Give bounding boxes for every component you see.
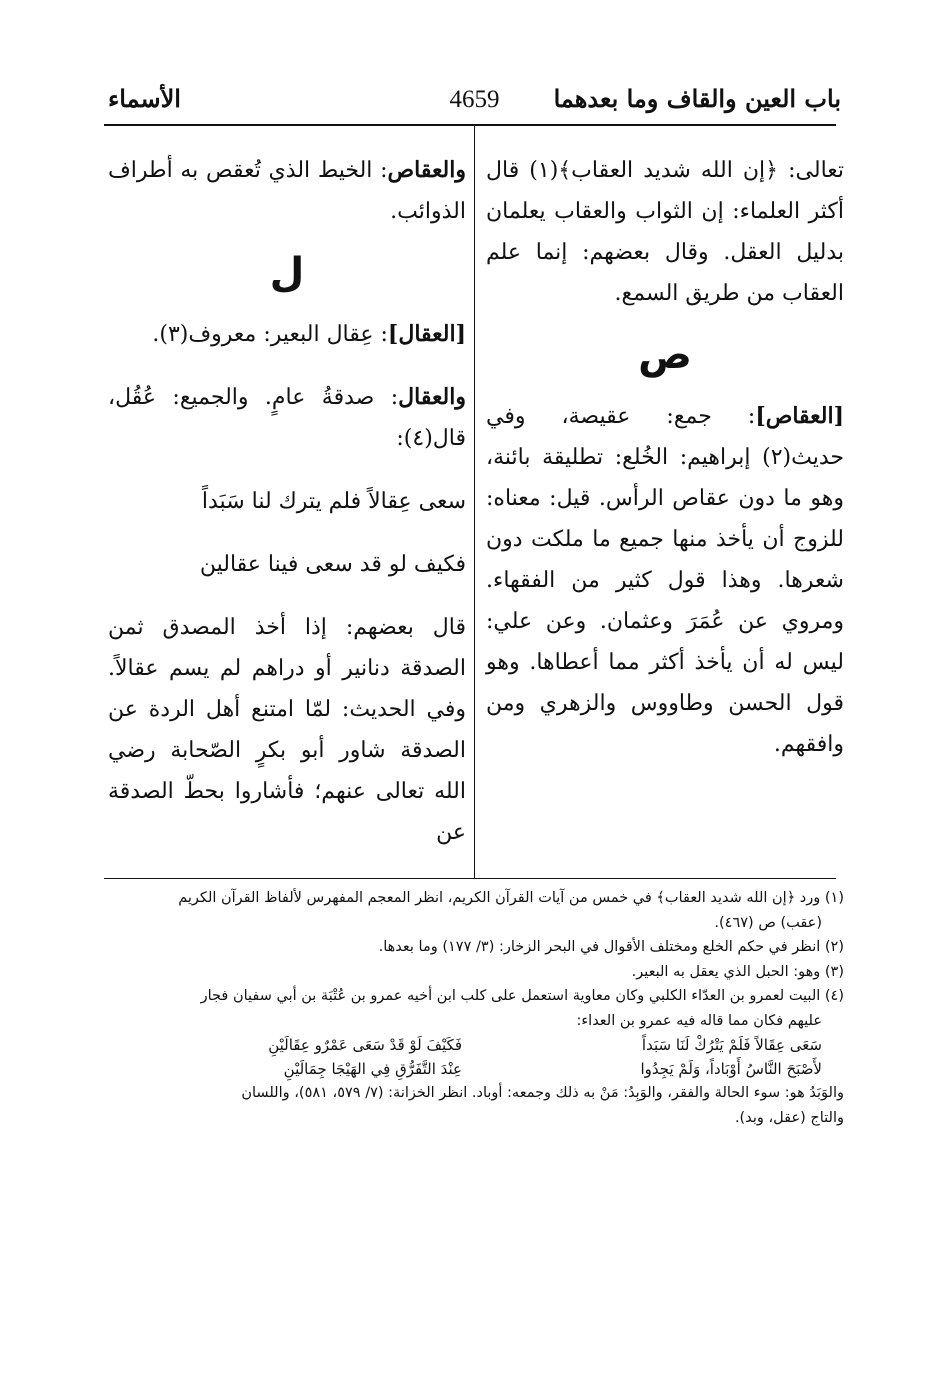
header-rule <box>104 124 836 126</box>
footnotes <box>104 886 844 1130</box>
poem-hemistich: لأَصْبَحَ النَّاسُ أَوْبَاداً، وَلَمْ يَجِدُوا <box>640 1060 822 1078</box>
paragraph <box>108 150 466 232</box>
footnote-rule <box>104 878 836 879</box>
entry-headword: [العقاص] <box>755 403 844 429</box>
footnote: (٤) البيت لعمرو بن العدّاء الكلبي وكان معاوية استعمل على كلب ابن أخيه عمرو بن عُتْبَة بن أبي سفيان فجار <box>200 988 844 1004</box>
column-divider <box>474 126 475 878</box>
footnote: (٢) انظر في حكم الخلع ومختلف الأقوال في البحر الزخار: (٣/ ١٧٧) وما بعدها. <box>378 939 844 955</box>
footnote: (١) ورد ﴿إن الله شديد العقاب﴾ في خمس من آيات القرآن الكريم، انظر المعجم المفهرس لألفاظ القرآن الكريم <box>178 890 844 906</box>
footnote-continuation: والوَبَدُ هو: سوء الحالة والفقر، والوَبِدُ: مَنْ به ذلك وجمعه: أوباد. انظر الخزانة: (٧/ ٥٧٩، ٥٨١)، واللسان <box>241 1085 844 1101</box>
paragraph: تعالى: ﴿إن الله شديد العقاب﴾(١) قال أكثر العلماء: إن الثواب والعقاب يعلمان بدليل العقل. وقال بعضهم: إنما علم العقاب من طريق السمع. <box>486 158 845 306</box>
paragraph <box>486 396 844 765</box>
footnote: (٣) وهو: الحبل الذي يعقل به البعير. <box>631 963 844 980</box>
paragraph <box>108 377 466 459</box>
entry-headword: [العقال] <box>387 321 466 347</box>
right-column <box>486 150 844 765</box>
entry-text: : جمع: عقيصة، وفي حديث(٢) إبراهيم: الخُلع: تطليقة بائنة، وهو ما دون عقاص الرأس. قيل: معناه: للزوج أن يأخذ منها جميع ما ملكت دون شعرها. وهذا قول كثير من الفقهاء. ومروي عن عُمَرَ وعثمان. وعن علي: ليس له أن يأخذ أكثر مما أعطاها. وهو قول الحسن وطاووس والزهري ومن وافقهم. <box>486 404 844 757</box>
left-column <box>108 150 466 853</box>
letter-heading: ل <box>269 250 305 296</box>
poem-hemistich: سَعَى عِقَالاً فَلَمْ يَتْرُكْ لَنَا سَبَداً <box>641 1036 822 1054</box>
poem-line <box>104 1057 844 1081</box>
poem-line <box>104 1033 844 1057</box>
footnote-continuation: (عقب) ص (٤٦٧). <box>714 914 822 931</box>
paragraph <box>108 314 466 355</box>
paragraph: قال بعضهم: إذا أخذ المصدق ثمن الصدقة دنانير أو دراهم لم يسم عقالاً. وفي الحديث: لمّا امتنع أهل الردة عن الصدقة شاور أبو بكرٍ الصّحابة رضي الله تعالى عنهم؛ فأشاروا بحطّ الصدقة عن <box>108 615 466 845</box>
entry-text: : عِقال البعير: معروف(٣). <box>152 322 388 347</box>
entry-text: : الخيط الذي تُعقص به أطراف الذوائب. <box>108 158 466 224</box>
page-number: 4659 <box>449 86 500 113</box>
footnote-continuation: والتاج (عقل، وبد). <box>734 1109 844 1126</box>
entry-headword: والعقال <box>398 384 466 410</box>
running-header-section: الأسماء <box>108 84 181 113</box>
letter-heading: ص <box>638 332 692 378</box>
poem-hemistich: فَكَيْفَ لَوْ قَدْ سَعَى عَمْرٌو عِقَالَيْنِ <box>268 1036 462 1054</box>
verse-line: فكيف لو قد سعى فينا عقالين <box>199 552 466 577</box>
verse-line: سعى عِقالاً فلم يترك لنا سَبَداً <box>201 489 466 514</box>
footnote-continuation: عليهم فكان مما قاله فيه عمرو بن العداء: <box>576 1012 822 1029</box>
entry-headword: والعقاص <box>387 157 466 183</box>
running-header-chapter: باب العين والقاف وما بعدهما <box>553 84 841 113</box>
entry-text: : صدقةُ عامٍ. والجميع: عُقُل، قال(٤): <box>108 385 466 451</box>
poem-hemistich: عِنْدَ التَّفَرُّقِ فِي الهَيْجَا جِمَالَيْنِ <box>283 1060 462 1078</box>
